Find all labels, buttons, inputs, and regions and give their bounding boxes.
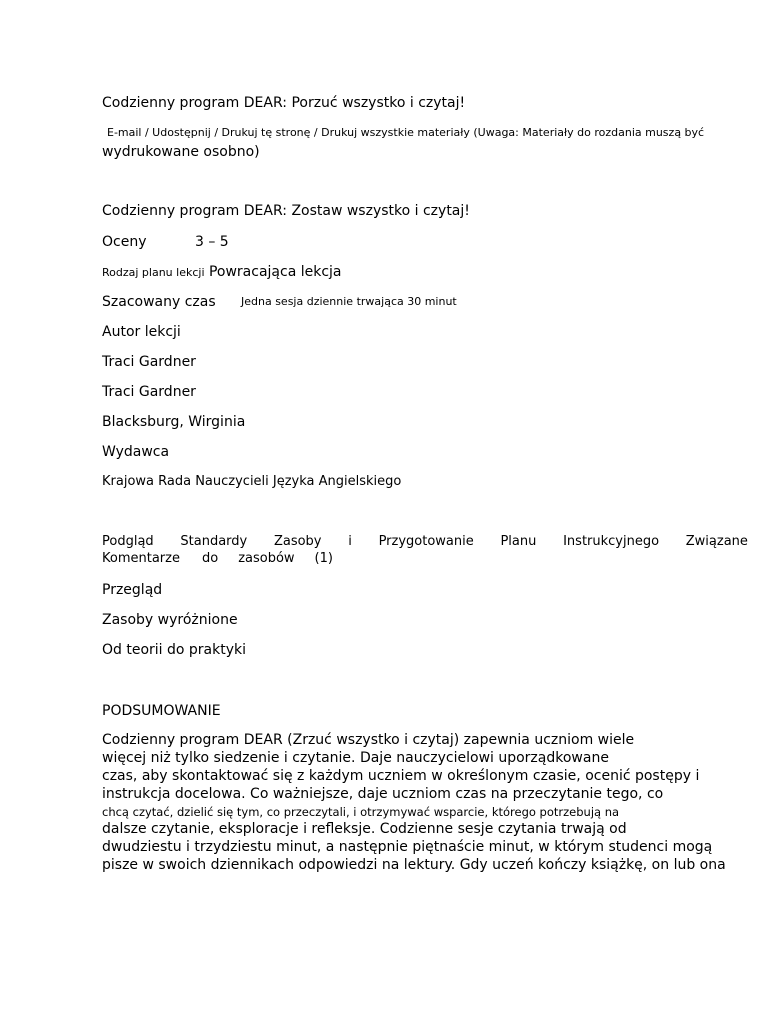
time-value: Jedna sesja dziennie trwająca 30 minut [241, 295, 457, 308]
nav-tab-standards[interactable]: Standardy [180, 534, 248, 549]
summary-line: więcej niż tylko siedzenie i czytanie. Daje nauczycielowi uporządkowane [102, 750, 609, 766]
plan-type-row [102, 263, 342, 282]
section-theory-to-practice: Od teorii do praktyki [102, 642, 247, 658]
time-label: Szacowany czas [102, 294, 216, 310]
summary-line: dalsze czytanie, eksploracje i refleksje. Codzienne sesje czytania trwają od [102, 821, 627, 837]
summary-line: czas, aby skontaktować się z każdym uczniem w określonym czasie, ocenić postępy i [102, 768, 700, 784]
page-title: Codzienny program DEAR: Porzuć wszystko i czytaj! [102, 95, 466, 111]
nav-tab-comments[interactable]: Komentarze [102, 551, 180, 566]
section-overview: Przegląd [102, 582, 163, 598]
nav-tab-preparation[interactable]: Przygotowanie [378, 534, 474, 549]
nav-tab-related[interactable]: Związane [685, 534, 748, 549]
nav-tab-plan[interactable]: Planu [500, 534, 537, 549]
author-name[interactable]: Traci Gardner [102, 354, 196, 370]
summary-line: pisze w swoich dziennikach odpowiedzi na lektury. Gdy uczeń kończy książkę, on lub ona [102, 857, 726, 873]
grades-label: Oceny [102, 234, 147, 250]
author-label: Autor lekcji [102, 324, 181, 340]
share-links[interactable]: E-mail / Udostępnij / Drukuj tę stronę / Drukuj wszystkie materiały (Uwaga: Materiały do rozdania muszą być [107, 126, 705, 139]
summary-heading: PODSUMOWANIE [102, 703, 221, 719]
summary-line: instrukcja docelowa. Co ważniejsze, daje uczniom czas na przeczytanie tego, co [102, 786, 664, 802]
section-featured-resources: Zasoby wyróżnione [102, 612, 238, 628]
nav-row-1 [102, 534, 748, 550]
publisher-value[interactable]: Krajowa Rada Nauczycieli Języka Angielskiego [102, 474, 402, 489]
lesson-title: Codzienny program DEAR: Zostaw wszystko i czytaj! [102, 203, 470, 219]
nav-row-2 [102, 551, 333, 567]
summary-line: chcą czytać, dzielić się tym, co przeczytali, i otrzymywać wsparcie, którego potrzebują na [102, 805, 620, 819]
summary-line: Codzienny program DEAR (Zrzuć wszystko i czytaj) zapewnia uczniom wiele [102, 732, 635, 748]
plan-type-value: Powracająca lekcja [208, 264, 342, 280]
nav-tab-comments-resources[interactable]: zasobów [238, 551, 295, 566]
nav-tab-comments-to[interactable]: do [201, 551, 219, 566]
share-links-continued: wydrukowane osobno) [102, 144, 260, 160]
nav-tab-instructional[interactable]: Instrukcyjnego [563, 534, 660, 549]
nav-tab-resources[interactable]: Zasoby [273, 534, 322, 549]
nav-tab-and[interactable]: i [348, 534, 352, 549]
nav-tab-comments-count[interactable]: (1) [314, 551, 333, 566]
grades-value: 3 – 5 [195, 234, 229, 250]
nav-tab-preview[interactable]: Podgląd [102, 534, 154, 549]
summary-line: dwudziestu i trzydziestu minut, a następnie piętnaście minut, w którym studenci mogą [102, 839, 713, 855]
plan-type-label: Rodzaj planu lekcji [102, 266, 205, 279]
author-location: Blacksburg, Wirginia [102, 414, 246, 430]
publisher-label: Wydawca [102, 444, 170, 460]
author-name-repeat: Traci Gardner [102, 384, 196, 400]
